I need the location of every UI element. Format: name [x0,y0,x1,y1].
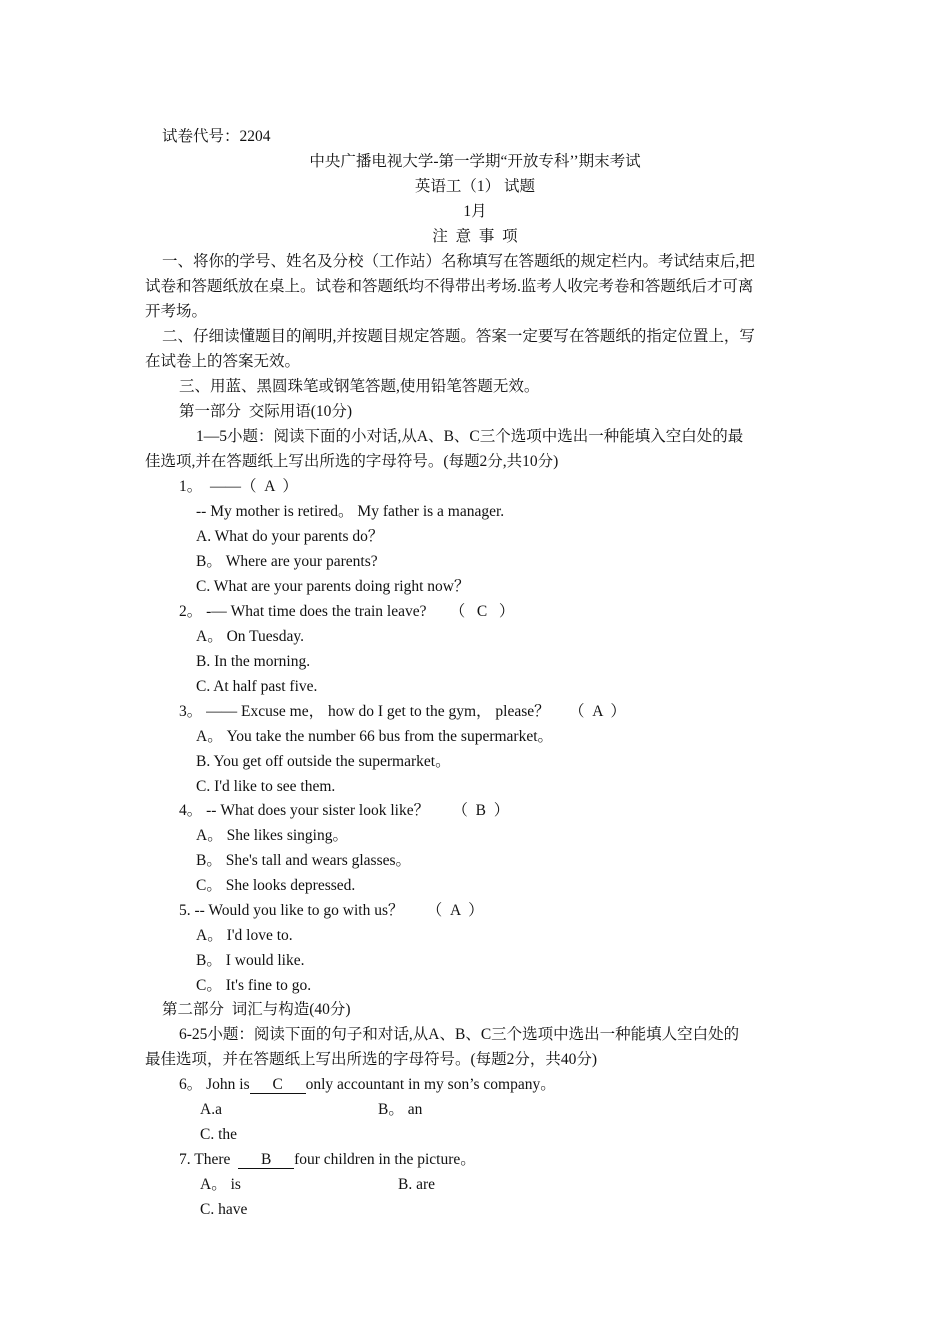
q5-stem: 5. -- Would you like to go with us？ （ A ） [179,902,484,919]
q2-option-c: C. At half past five. [196,678,318,695]
notice-1-line-1: 一、将你的学号、姓名及分校（工作站）名称填写在答题纸的规定栏内。考试结束后,把 [162,253,755,270]
notice-2-line-1: 二、仔细读懂题目的阐明,并按题目规定答题。答案一定要写在答题纸的指定位置上，写 [162,328,755,345]
part1-heading: 第一部分 交际用语(10分) [179,403,353,420]
exam-date: 1月 [463,203,487,220]
q1-option-a: A. What do your parents do？ [196,528,384,545]
q5-option-a: A。 I'd love to. [196,927,293,944]
q2-option-a: A。 On Tuesday. [196,628,304,645]
q3-stem: 3。 —— Excuse me， how do I get to the gym， please？ （ A ） [179,703,626,720]
q7-stem-post: four children in the picture。 [294,1151,476,1168]
q6-stem-pre: 6。 John is [179,1076,250,1093]
notice-heading: 注 意 事 项 [432,228,518,245]
q5-option-c: C。 It's fine to go. [196,977,312,994]
q7-answer-blank: B [238,1151,294,1169]
exam-title: 中央广播电视大学-第一学期“开放专科’’期末考试 [309,153,641,170]
q6-option-b: B。 an [378,1101,423,1118]
q4-option-b: B。 She's tall and wears glasses。 [196,852,412,869]
q6-option-c: C. the [200,1126,238,1143]
q7-option-c: C. have [200,1201,248,1218]
q7-stem [179,1150,476,1170]
q4-option-c: C。 She looks depressed. [196,877,356,894]
q6-answer-blank: C [250,1076,306,1094]
part2-instructions-line-2: 最佳选项，并在答题纸上写出所选的字母符号。(每题2分，共40分) [145,1051,598,1068]
part1-instructions-line-2: 佳选项,并在答题纸上写出所选的字母符号。(每题2分,共10分) [145,453,559,470]
q2-stem: 2。 -— What time does the train leave? （ C ） [179,603,515,620]
paper-code: 试卷代号：2204 [162,128,271,145]
q5-option-b: B。 I would like. [196,952,305,969]
q3-option-c: C. I'd like to see them. [196,778,336,795]
q7-option-b: B. are [398,1176,436,1193]
q1-option-c: C. What are your parents doing right now？ [196,578,470,595]
q6-option-a: A.a [200,1101,222,1118]
q4-stem: 4。 -- What does your sister look like？ （ B ） [179,802,510,819]
q3-option-a: A。 You take the number 66 bus from the supermarket。 [196,728,554,745]
q1-stem: 1。 ——（ A ） [179,478,298,495]
q2-option-b: B. In the morning. [196,653,311,670]
notice-2-line-2: 在试卷上的答案无效。 [145,353,301,370]
q6-stem-post: only accountant in my son’s company。 [305,1076,556,1093]
notice-1-line-3: 开考场。 [145,303,208,320]
q7-stem-pre: 7. There [179,1151,239,1168]
q4-option-a: A。 She likes singing。 [196,827,348,844]
q1-option-b: B。 Where are your parents? [196,553,378,570]
part2-instructions-line-1: 6-25小题：阅读下面的句子和对话,从A、B、C三个选项中选出一种能填人空白处的 [179,1026,740,1043]
part1-instructions-line-1: 1—5小题：阅读下面的小对话,从A、B、C三个选项中选出一种能填入空白处的最 [196,428,744,445]
notice-3: 三、用蓝、黑圆珠笔或钢笔答题,使用铅笔答题无效。 [179,378,540,395]
q6-stem [179,1075,556,1095]
q3-option-b: B. You get off outside the supermarket。 [196,753,451,770]
exam-subject: 英语工（1） 试题 [414,178,536,195]
q1-dialogue: -- My mother is retired。 My father is a manager. [196,503,505,520]
q7-option-a: A。 is [200,1176,241,1193]
notice-1-line-2: 试卷和答题纸放在桌上。试卷和答题纸均不得带出考场.监考人收完考卷和答题纸后才可离 [145,278,754,295]
part2-heading: 第二部分 词汇与构造(40分) [162,1001,351,1018]
